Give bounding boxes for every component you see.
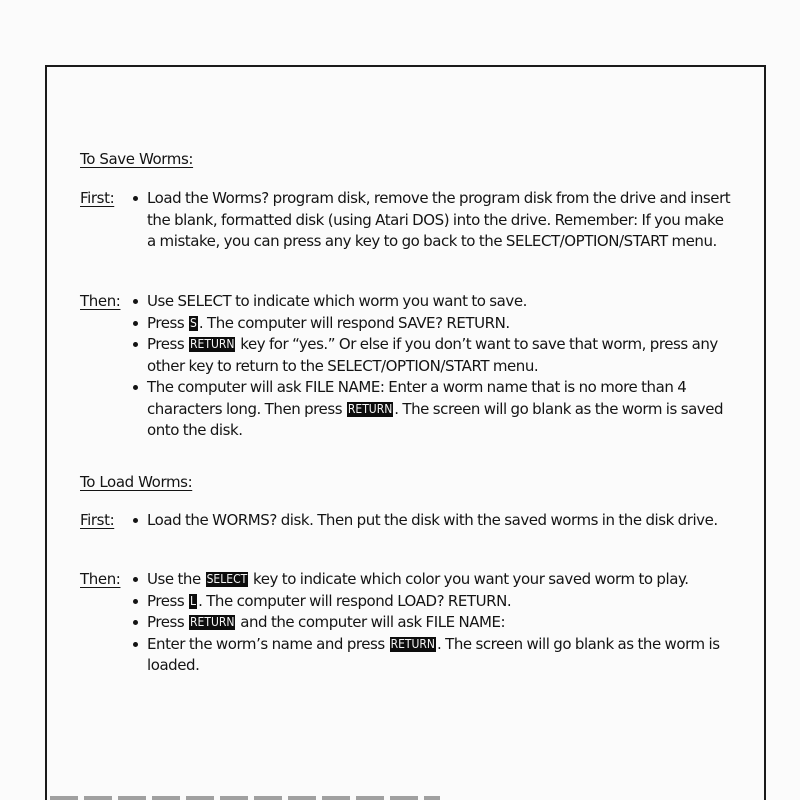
key-label-s: S: [190, 315, 197, 330]
instruction-text: Press: [147, 335, 189, 353]
instruction-item: [131, 569, 731, 591]
key-label-select: SELECT: [206, 572, 248, 586]
instruction-text: . The computer will respond LOAD? RETURN.: [198, 591, 512, 610]
instruction-item: [131, 313, 731, 335]
instruction-item: [131, 188, 731, 253]
instruction-text: key to indicate which color you want your saved worm to play.: [249, 570, 689, 588]
instruction-item: [131, 510, 731, 532]
bullet-icon: [133, 321, 138, 326]
save-then-label: Then:: [80, 292, 121, 310]
instruction-text: key for “yes.” Or else if you don’t want to save that worm, press any other key to return to the SELECT/OPTION/START menu.: [147, 335, 718, 375]
bullet-icon: [133, 620, 138, 625]
instruction-item: [131, 377, 731, 442]
instruction-text: Load the Worms? program disk, remove the program disk from the drive and insert the blank, formatted disk (using Atari DOS) into the drive. Remember: If you make a mistake, you can press any key to go back to the SELECT/OPTION/START menu.: [147, 189, 731, 250]
key-label-l: L: [190, 593, 197, 608]
instruction-text: Press: [147, 591, 189, 610]
instruction-text: Use SELECT to indicate which worm you want to save.: [147, 292, 527, 310]
instruction-text: Enter the worm’s name and press: [147, 634, 389, 653]
instruction-text: Press: [147, 613, 189, 631]
key-label-return: RETURN: [190, 615, 235, 629]
save-then-list: [131, 291, 731, 442]
bullet-icon: [133, 342, 138, 347]
load-first-list: [131, 510, 731, 532]
instruction-text: . The screen will go blank as the worm is saved onto the disk.: [147, 399, 724, 439]
bullet-icon: [133, 577, 138, 582]
key-label-return: RETURN: [390, 636, 435, 651]
save-first-list: [131, 188, 731, 253]
load-first-label: First:: [80, 511, 115, 529]
load-then-label: Then:: [80, 570, 121, 588]
instruction-text: Use the: [147, 570, 205, 588]
bullet-icon: [133, 599, 138, 604]
bullet-icon: [133, 299, 138, 304]
load-then-list: [131, 569, 731, 677]
save-section-heading: To Save Worms:: [80, 150, 194, 168]
bullet-icon: [133, 385, 138, 390]
instruction-item: [131, 334, 731, 377]
bullet-icon: [133, 518, 138, 523]
bullet-icon: [133, 642, 138, 647]
key-label-return: RETURN: [347, 401, 393, 416]
instruction-text: . The screen will go blank as the worm is loaded.: [147, 634, 720, 674]
load-section-heading: To Load Worms:: [80, 473, 193, 491]
save-first-label: First:: [80, 189, 115, 207]
instruction-text: Load the WORMS? disk. Then put the disk with the saved worms in the disk drive.: [147, 511, 718, 529]
instruction-text: and the computer will ask FILE NAME:: [236, 613, 506, 631]
instruction-text: . The computer will respond SAVE? RETURN.: [198, 313, 510, 332]
key-label-return: RETURN: [190, 337, 235, 351]
instruction-item: [131, 634, 731, 677]
instruction-item: [131, 591, 731, 613]
instruction-text: Press: [147, 313, 189, 332]
instruction-item: [131, 291, 731, 313]
instruction-item: [131, 612, 731, 634]
bullet-icon: [133, 196, 138, 201]
instruction-text: The computer will ask FILE NAME: Enter a worm name that is no more than 4 characters long. Then press: [147, 378, 687, 418]
scan-edge-artifact: [50, 796, 440, 800]
